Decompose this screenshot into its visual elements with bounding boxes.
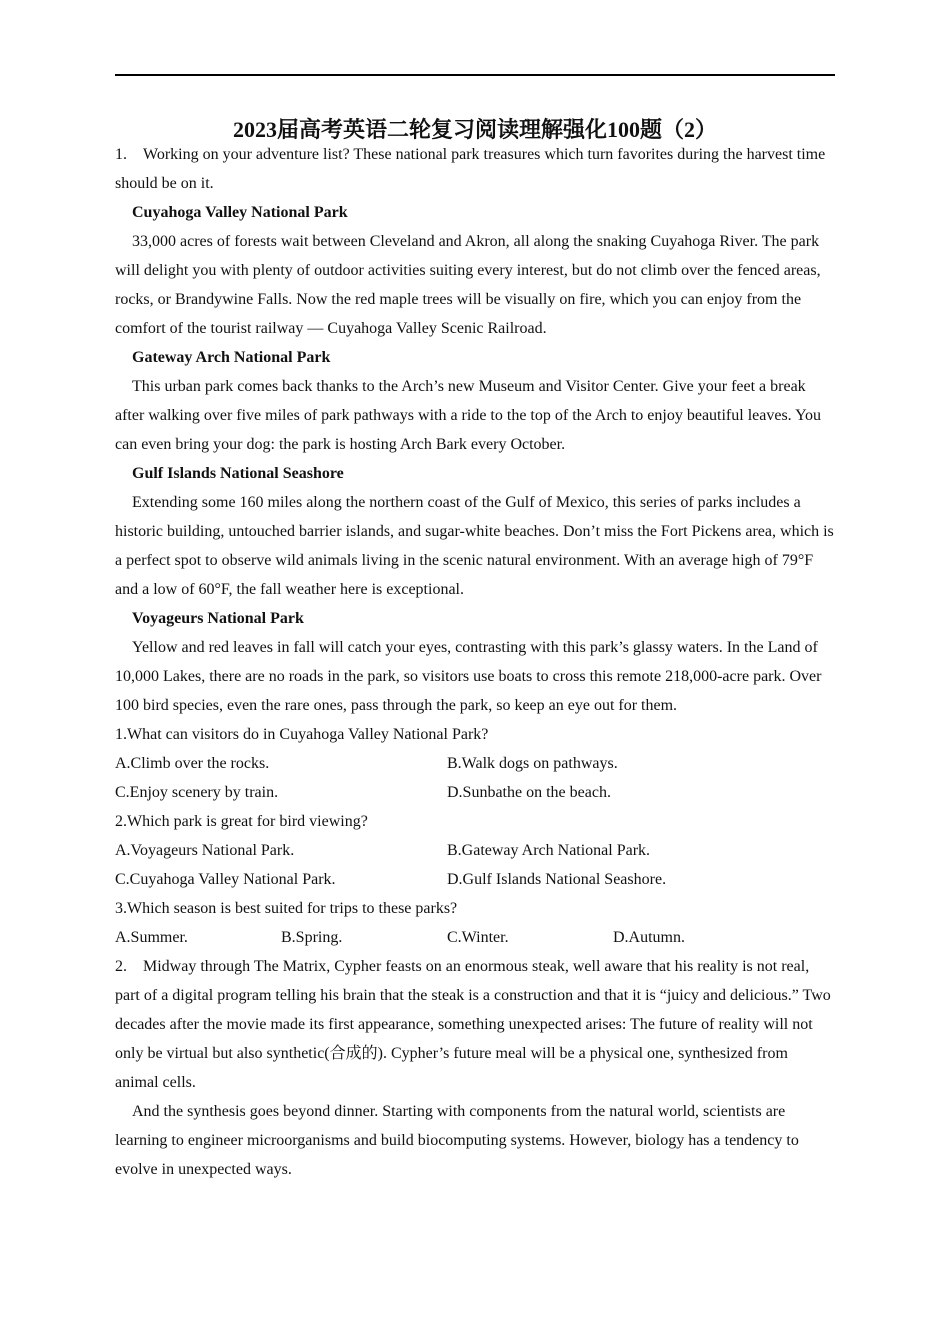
question-2-options-row	[115, 836, 835, 865]
section-text: Extending some 160 miles along the northern coast of the Gulf of Mexico, this series of parks includes a historic building, untouched barrier islands, and sugar-white beaches. Don’t miss the Fort Pickens area, which is a perfect spot to observe wild animals living in the scenic natural environment. With an average high of 79°F and a low of 60°F, the fall weather here is exceptional.	[115, 494, 834, 598]
passage-number: 1.	[115, 146, 127, 163]
option-d: D.Sunbathe on the beach.	[447, 784, 611, 801]
section-heading: Voyageurs National Park	[132, 610, 304, 627]
section-heading: Gateway Arch National Park	[132, 349, 331, 366]
passage-text: Midway through The Matrix, Cypher feasts on an enormous steak, well aware that his reality is not real, part of a digital program telling his brain that the steak is a construction and that it is “juicy and delicious.” Two decades after the movie made its first appearance, something unexpected arises: The future of reality will not only be virtual but also synthetic(合成的). Cypher’s future meal will be a physical one, synthesized from animal cells.	[115, 958, 831, 1091]
passage-2-paragraph	[115, 952, 835, 1097]
option-b: B.Gateway Arch National Park.	[447, 842, 651, 859]
question-3-options-row	[115, 923, 835, 952]
question-3: 3.Which season is best suited for trips to these parks?	[115, 900, 458, 917]
option-d: D.Autumn.	[613, 929, 685, 946]
option-a: A.Climb over the rocks.	[115, 755, 270, 772]
section-heading: Cuyahoga Valley National Park	[132, 204, 348, 221]
question-1-options-row	[115, 778, 835, 807]
option-a: A.Voyageurs National Park.	[115, 842, 295, 859]
passage-number: 2.	[115, 958, 127, 975]
question-1: 1.What can visitors do in Cuyahoga Valley National Park?	[115, 726, 489, 743]
section-text: Yellow and red leaves in fall will catch your eyes, contrasting with this park’s glassy waters. In the Land of 10,000 Lakes, there are no roads in the park, so visitors use boats to cross this remote 218,000-acre park. Over 100 bird species, even the rare ones, pass through the park, so keep an eye out for them.	[115, 639, 822, 714]
option-c: C.Winter.	[447, 929, 509, 946]
passage-1-intro	[115, 140, 835, 198]
question-2-options-row	[115, 865, 835, 894]
option-d: D.Gulf Islands National Seashore.	[447, 871, 667, 888]
passage-intro-text: Working on your adventure list? These national park treasures which turn favorites during the harvest time should be on it.	[115, 146, 826, 192]
question-1-options-row	[115, 749, 835, 778]
question-2: 2.Which park is great for bird viewing?	[115, 813, 368, 830]
option-b: B.Walk dogs on pathways.	[447, 755, 618, 772]
section-text: 33,000 acres of forests wait between Cleveland and Akron, all along the snaking Cuyahoga River. The park will delight you with plenty of outdoor activities suiting every interest, but do not climb over the fenced areas, rocks, or Brandywine Falls. Now the red maple trees will be visually on fire, which you can enjoy from the comfort of the tourist railway — Cuyahoga Valley Scenic Railroad.	[115, 233, 821, 337]
document-body	[115, 140, 835, 1184]
option-c: C.Enjoy scenery by train.	[115, 784, 279, 801]
section-heading: Gulf Islands National Seashore	[132, 465, 344, 482]
option-a: A.Summer.	[115, 929, 188, 946]
page-title: 2023届高考英语二轮复习阅读理解强化100题（2）	[232, 117, 717, 142]
header-rule	[115, 74, 835, 76]
option-b: B.Spring.	[281, 929, 343, 946]
section-text: This urban park comes back thanks to the Arch’s new Museum and Visitor Center. Give your feet a break after walking over five miles of park pathways with a ride to the top of the Arch to enjoy beautiful leaves. You can even bring your dog: the park is hosting Arch Bark every October.	[115, 378, 822, 453]
option-c: C.Cuyahoga Valley National Park.	[115, 871, 336, 888]
passage-2-paragraph: And the synthesis goes beyond dinner. Starting with components from the natural world, scientists are learning to engineer microorganisms and build biocomputing systems. However, biology has a tendency to evolve in unexpected ways.	[115, 1103, 799, 1178]
